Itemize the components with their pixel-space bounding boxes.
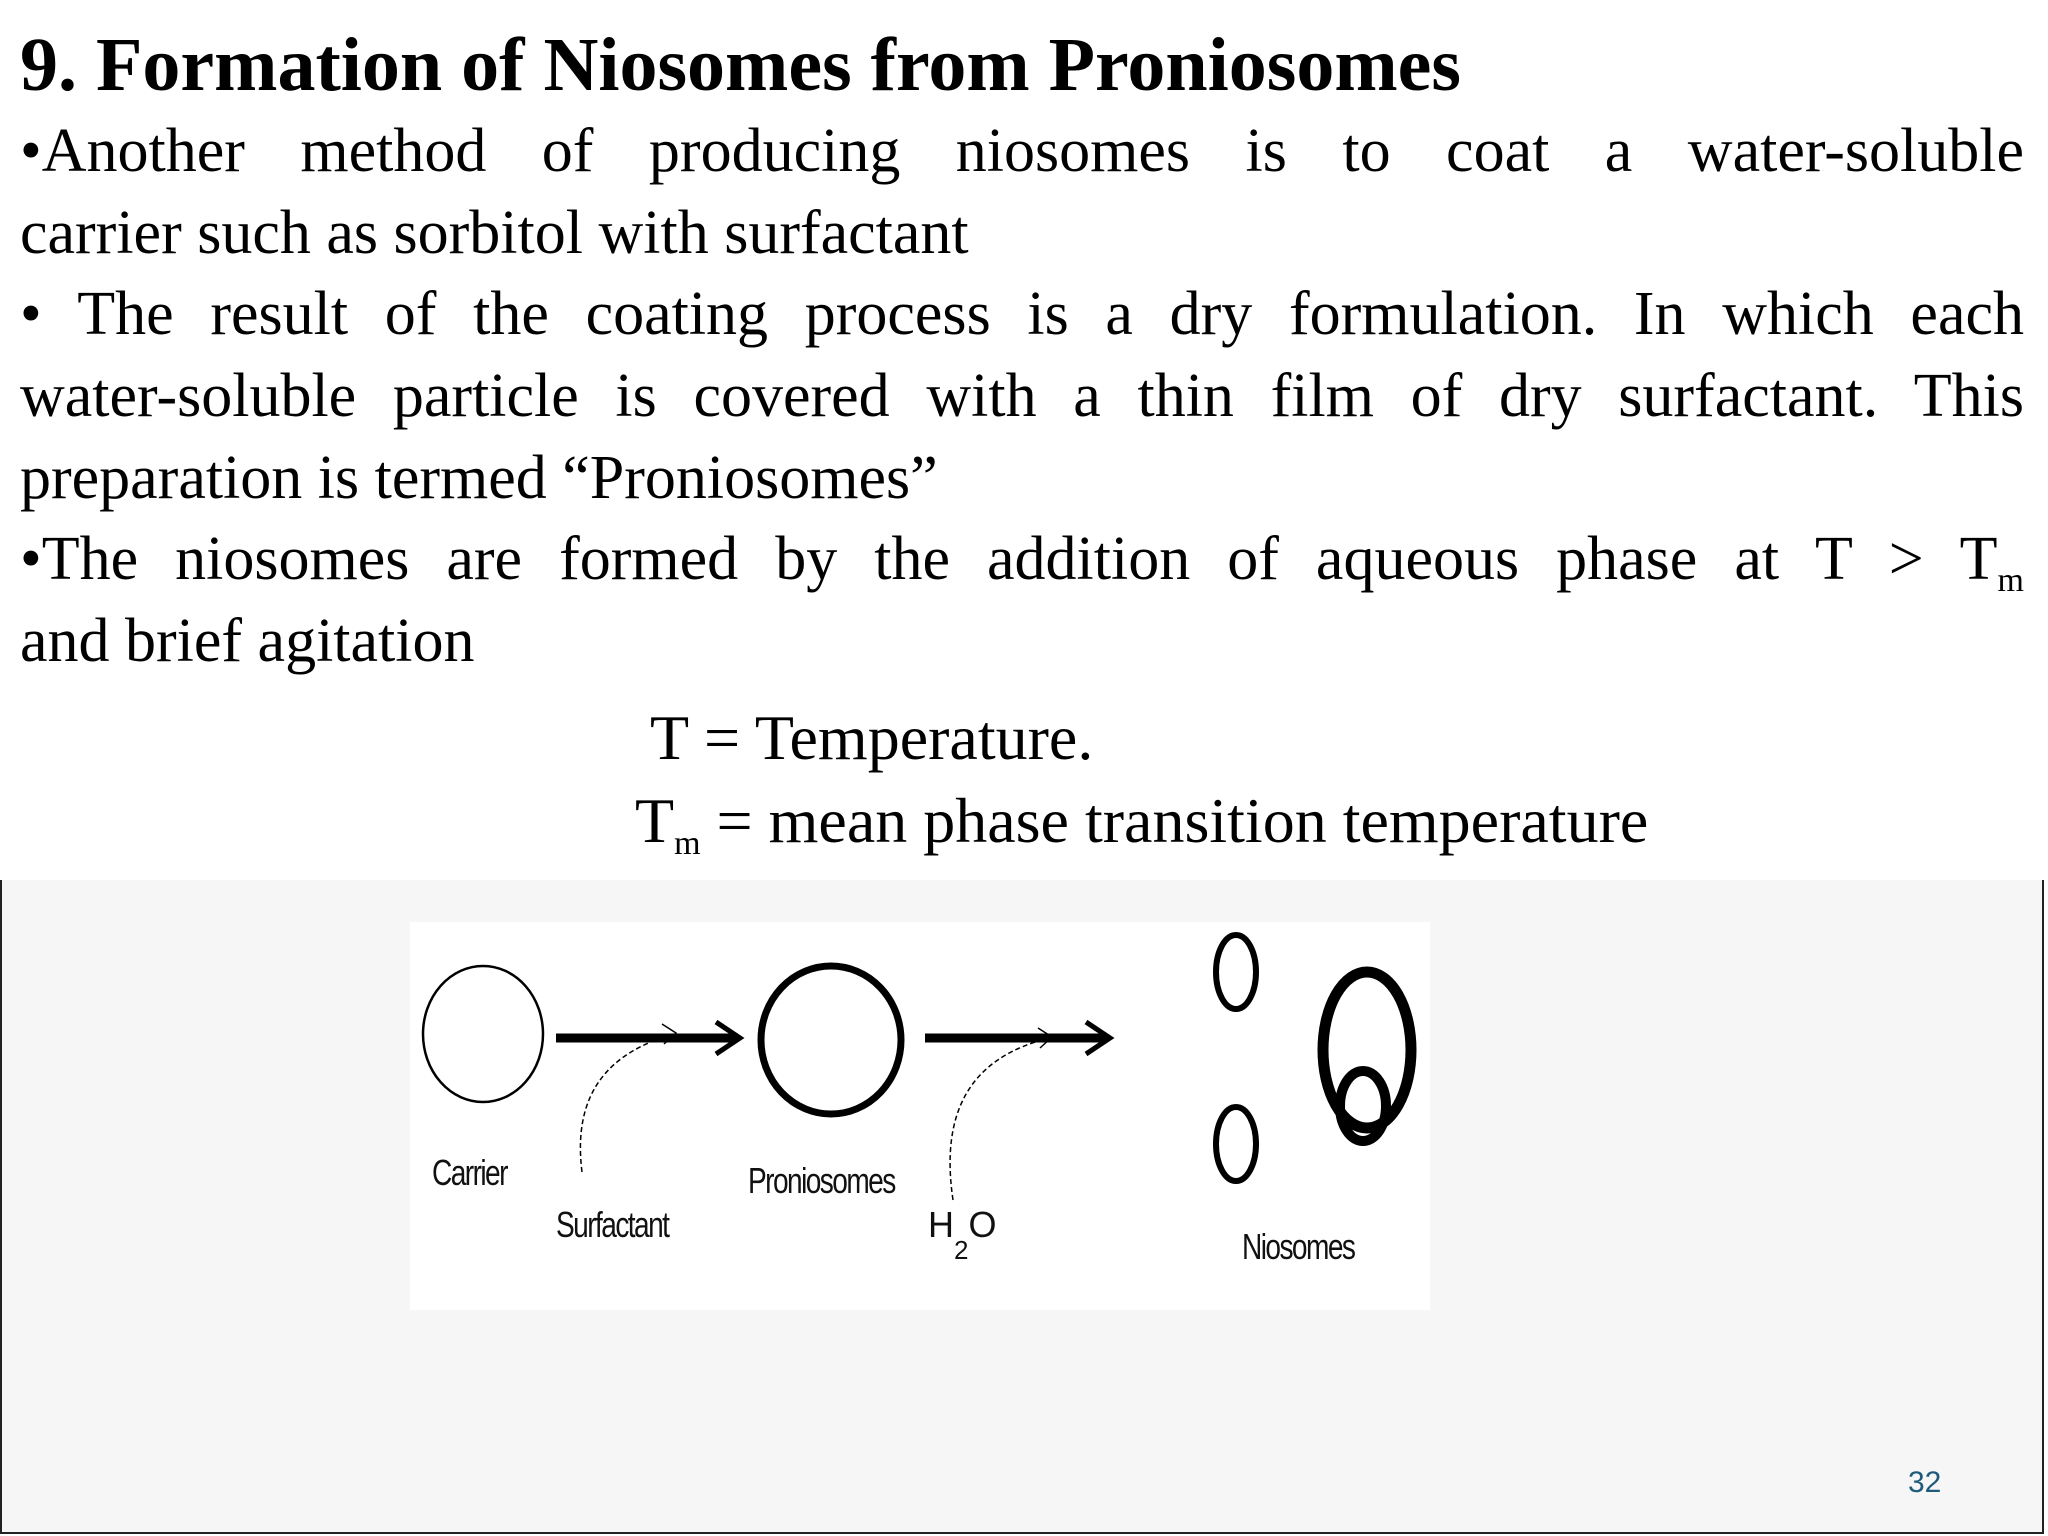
water-o: O	[968, 1204, 997, 1245]
carrier-circle	[423, 966, 543, 1102]
niosomes-label: Niosomes	[1242, 1226, 1355, 1267]
bullet-text-line: and brief agitation	[20, 607, 475, 675]
bullet-text-line: • The result of the coating process is a dry formulation. In which each	[20, 280, 2024, 348]
bullet-coating-method	[20, 110, 2024, 274]
bullet-text-line: water-soluble particle is covered with a thin film of dry surfactant. This	[20, 362, 2024, 430]
bullet-text-line	[20, 518, 2024, 600]
page-number: 32	[1908, 1466, 1942, 1499]
bullet-niosome-formation	[20, 518, 2024, 682]
surfactant-label: Surfactant	[556, 1204, 669, 1245]
proniosomes-label: Proniosomes	[748, 1160, 895, 1201]
water-subscript: 2	[954, 1235, 969, 1265]
bullet-text-line: •Another method of producing niosomes is to coat a water-soluble	[20, 117, 2024, 185]
water-arrow-curve	[950, 1038, 1050, 1200]
subscript-m: m	[674, 825, 701, 862]
slide-title: 9. Formation of Niosomes from Proniosomes	[20, 23, 1461, 107]
subscript-m: m	[1997, 562, 2024, 599]
small-niosome-circle	[1216, 935, 1256, 1009]
bullet-text-line: carrier such as sorbitol with surfactant	[20, 199, 969, 267]
surfactant-arrow-curve	[580, 1034, 674, 1172]
water-label	[928, 1204, 997, 1265]
carrier-label: Carrier	[432, 1152, 507, 1193]
small-niosome-circle	[1216, 1107, 1256, 1181]
definition-temperature: T = Temperature.	[650, 702, 1094, 773]
water-h: H	[928, 1204, 954, 1245]
niosome-formation-diagram	[410, 922, 1430, 1310]
bullet-text-line: preparation is termed “Proniosomes”	[20, 444, 938, 512]
definition-transition-temperature	[635, 780, 1648, 862]
bullet-dry-formulation	[20, 273, 2024, 519]
bullet-text: •The niosomes are formed by the addition of aqueous phase at T > T	[20, 525, 1998, 593]
proniosome-circle	[761, 966, 901, 1114]
tm-symbol: T	[635, 785, 675, 856]
tm-definition-text: = mean phase transition temperature	[700, 785, 1649, 856]
